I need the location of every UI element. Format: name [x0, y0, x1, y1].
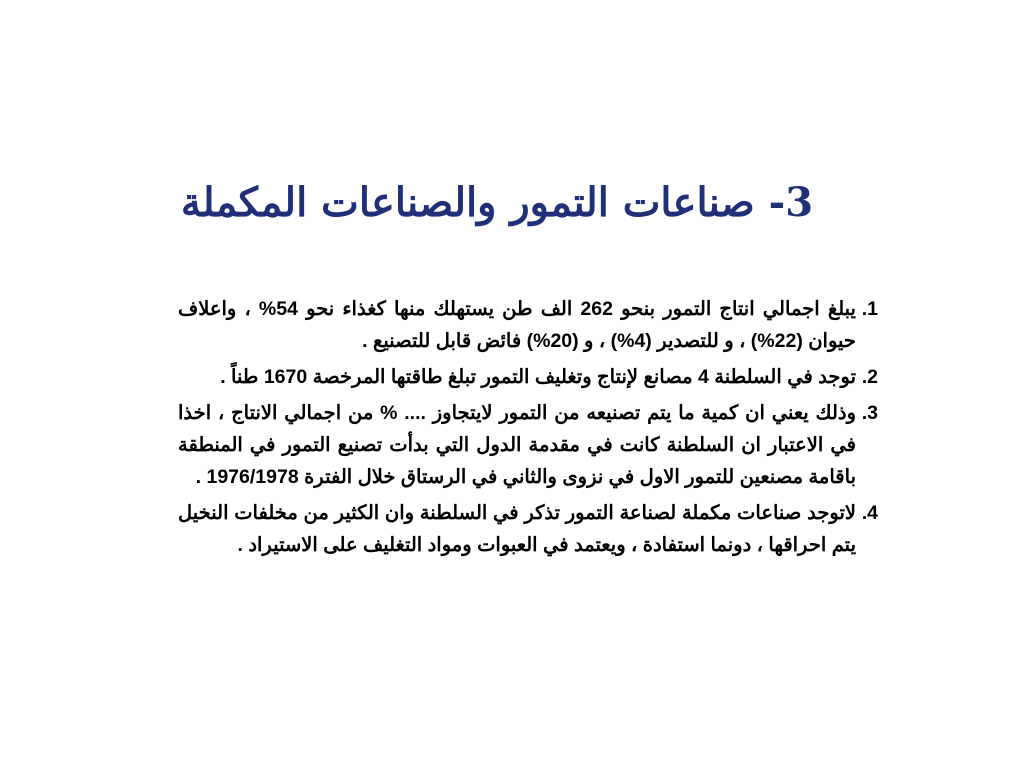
list-item	[178, 361, 878, 393]
slide-body	[178, 293, 878, 565]
list-item	[178, 397, 878, 493]
item-number: 2.	[861, 366, 878, 388]
list-item	[178, 293, 878, 357]
list-item	[178, 497, 878, 561]
item-number: 3.	[861, 402, 878, 424]
item-text: وذلك يعني ان كمية ما يتم تصنيعه من التمور لايتجاوز .... % من اجمالي الانتاج ، اخذا في الاعتبار ان السلطنة كانت في مقدمة الدول التي بدأت تصنيع التمور في المنطقة باقامة مصنعين للتمور الاول في نزوى والثاني في الرستاق خلال الفترة 1976/1978 .	[178, 402, 856, 488]
item-number: 1.	[861, 298, 878, 320]
item-text: يبلغ اجمالي انتاج التمور بنحو 262 الف طن يستهلك منها كغذاء نحو 54% ، واعلاف حيوان (22%) ، و للتصدير (4%) ، و (20%) فائض قابل للتصنيع .	[178, 298, 856, 352]
slide-title: 3- صناعات التمور والصناعات المكملة	[180, 179, 814, 226]
item-text: توجد في السلطنة 4 مصانع لإنتاج وتغليف التمور تبلغ طاقتها المرخصة 1670 طناً .	[220, 366, 856, 388]
item-text: لاتوجد صناعات مكملة لصناعة التمور تذكر في السلطنة وان الكثير من مخلفات النخيل يتم احراقها ، دونما استفادة ، ويعتمد في العبوات ومواد التغليف على الاستيراد .	[178, 502, 856, 556]
item-number: 4.	[861, 502, 878, 524]
